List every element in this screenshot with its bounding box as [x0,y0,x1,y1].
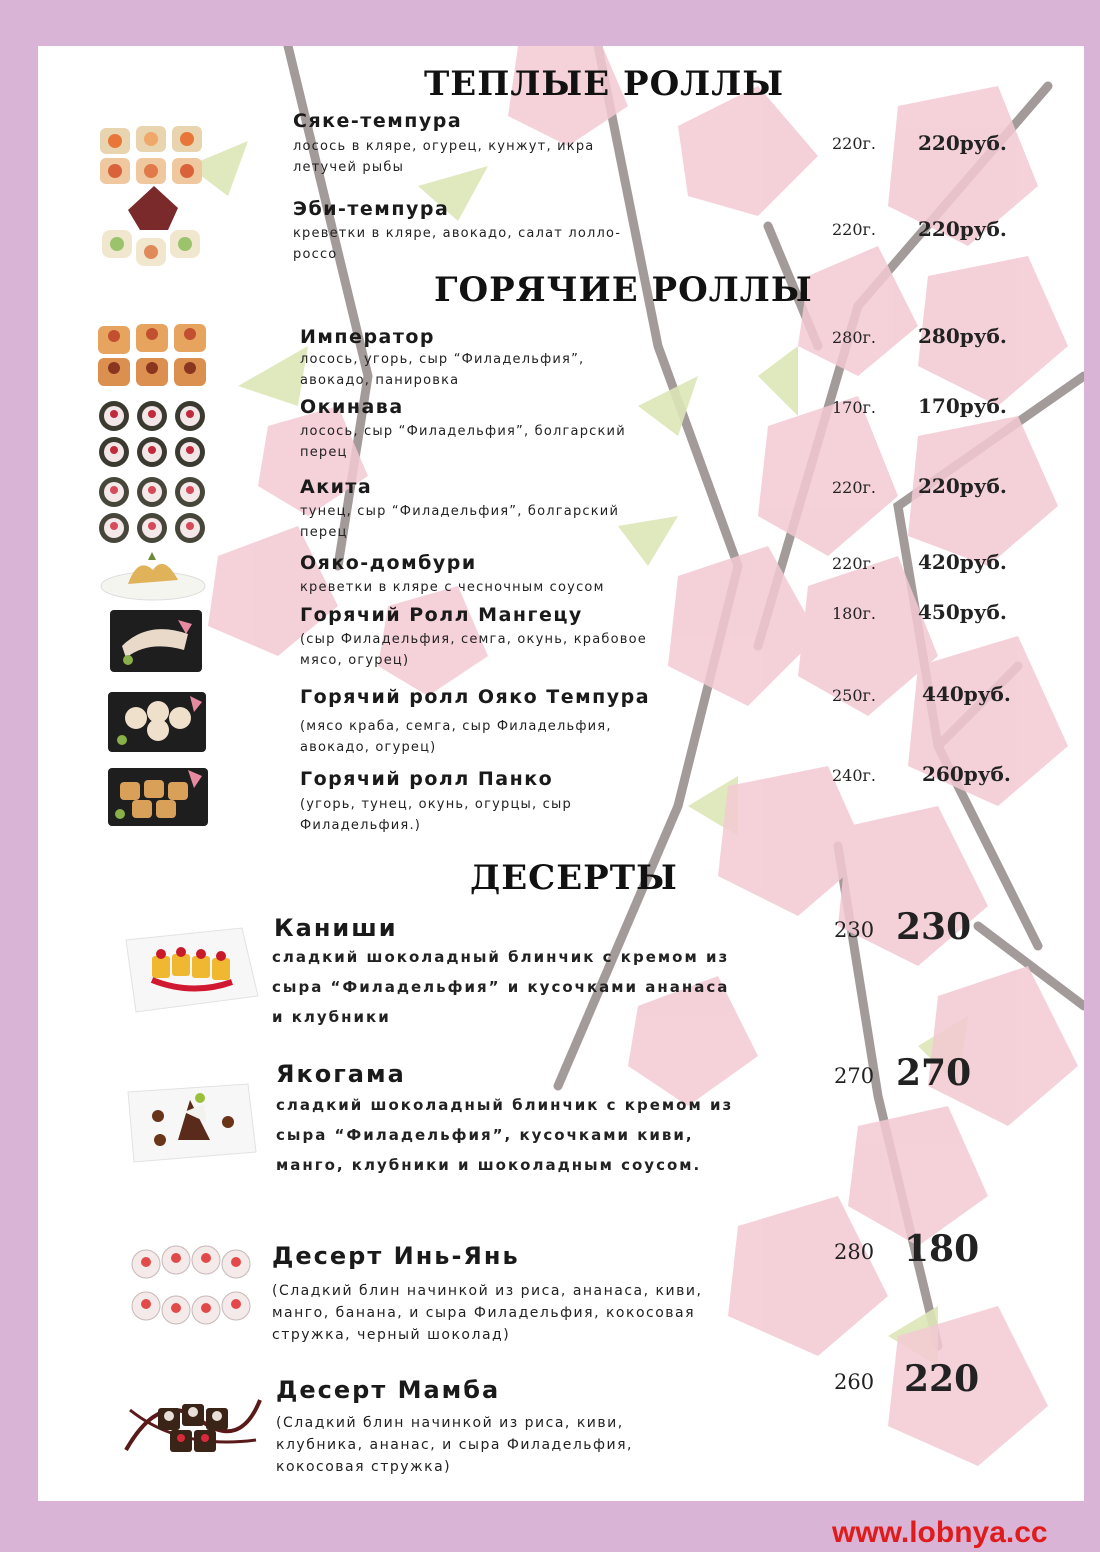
photo-mangetsu-roll [108,606,204,676]
item-price: 280руб. [918,324,1007,348]
menu-page [38,46,1084,1501]
item-description: (угорь, тунец, окунь, огурцы, сыр Филадельфия.) [300,797,572,833]
photo-ebi-tempura [98,180,210,284]
item-weight: 240г. [832,766,877,785]
item-name: Эби-темпура [293,198,450,220]
item-price: 220руб. [918,217,1007,241]
dessert-name: Якогама [276,1060,406,1088]
item-name: Горячий Ролл Мангецу [300,604,583,626]
item-name: Горячий ролл Ояко Темпура [300,686,651,708]
dessert-description: сладкий шоколадный блинчик с кремом из сыра “Филадельфия”, кусочками киви, манго, клубники и шоколадным соусом. [276,1096,734,1174]
item-weight: 280г. [832,328,877,347]
item-price: 220руб. [918,131,1007,155]
photo-oyako-tempura-roll [106,688,208,756]
dessert-price: 180 [904,1228,980,1270]
dessert-weight: 230 [834,918,875,942]
photo-akita [94,476,214,546]
dessert-weight: 260 [834,1370,875,1394]
item-price: 260руб. [922,762,1011,786]
dessert-description: (Сладкий блин начинкой из риса, ананаса, киви, манго, банана, и сыра Филадельфия, кокосовая стружка, черный шоколад) [272,1283,703,1343]
photo-panko-roll [106,764,210,830]
item-description: (сыр Филадельфия, семга, окунь, крабовое мясо, огурец) [300,632,647,668]
item-weight: 250г. [832,686,877,705]
dessert-description: (Сладкий блин начинкой из риса, киви, клубника, ананас, и сыра Филадельфия, кокосовая стружка) [276,1415,633,1475]
item-weight: 220г. [832,554,877,573]
photo-yin-yang-dessert [124,1242,264,1334]
item-price: 420руб. [918,550,1007,574]
photo-imperator [96,322,212,390]
item-description: лосось, сыр “Филадельфия”, болгарский перец [300,424,626,460]
dessert-description: сладкий шоколадный блинчик с кремом из сыра “Филадельфия” и кусочками ананаса и клубники [272,948,730,1026]
section-title-desserts: ДЕСЕРТЫ [470,858,678,898]
item-name: Горячий ролл Панко [300,768,554,790]
dessert-weight: 280 [834,1240,875,1264]
section-title-warm-rolls: ТЕПЛЫЕ РОЛЛЫ [424,64,785,104]
photo-yokogama [124,1082,260,1166]
item-weight: 220г. [832,134,877,153]
watermark-link[interactable]: www.lobnya.cc [832,1516,1048,1549]
item-name: Император [300,326,436,348]
dessert-name: Десерт Мамба [276,1376,501,1404]
item-price: 450руб. [918,600,1007,624]
dessert-price: 230 [896,906,972,948]
item-name: Окинава [300,396,404,418]
item-name: Ояко-домбури [300,552,477,574]
item-description: лосось, угорь, сыр “Филадельфия”, авокадо, панировка [300,352,585,388]
photo-oyako-donburi [98,550,208,602]
dessert-weight: 270 [834,1064,875,1088]
dessert-name: Каниши [274,914,398,942]
dessert-name: Десерт Инь-Янь [272,1242,520,1270]
item-weight: 220г. [832,220,877,239]
item-description: (мясо краба, семга, сыр Филадельфия, авокадо, огурец) [300,719,612,755]
item-price: 170руб. [918,394,1007,418]
item-description: лосось в кляре, огурец, кунжут, икра летучей рыбы [293,139,595,175]
photo-okinawa [94,400,214,470]
photo-kanishi [122,926,262,1016]
photo-mamba-dessert [120,1380,266,1470]
section-title-hot-rolls: ГОРЯЧИЕ РОЛЛЫ [434,270,813,310]
item-description: креветки в кляре с чесночным соусом [300,580,605,595]
item-weight: 180г. [832,604,877,623]
item-description: креветки в кляре, авокадо, салат лолло-россо [293,226,622,262]
item-weight: 220г. [832,478,877,497]
dessert-price: 220 [904,1358,980,1400]
item-name: Акита [300,476,373,498]
photo-syake-tempura [98,124,210,188]
item-price: 220руб. [918,474,1007,498]
item-weight: 170г. [832,398,877,417]
item-description: тунец, сыр “Филадельфия”, болгарский перец [300,504,620,540]
item-price: 440руб. [922,682,1011,706]
dessert-price: 270 [896,1052,972,1094]
item-name: Сяке-темпура [293,110,463,132]
